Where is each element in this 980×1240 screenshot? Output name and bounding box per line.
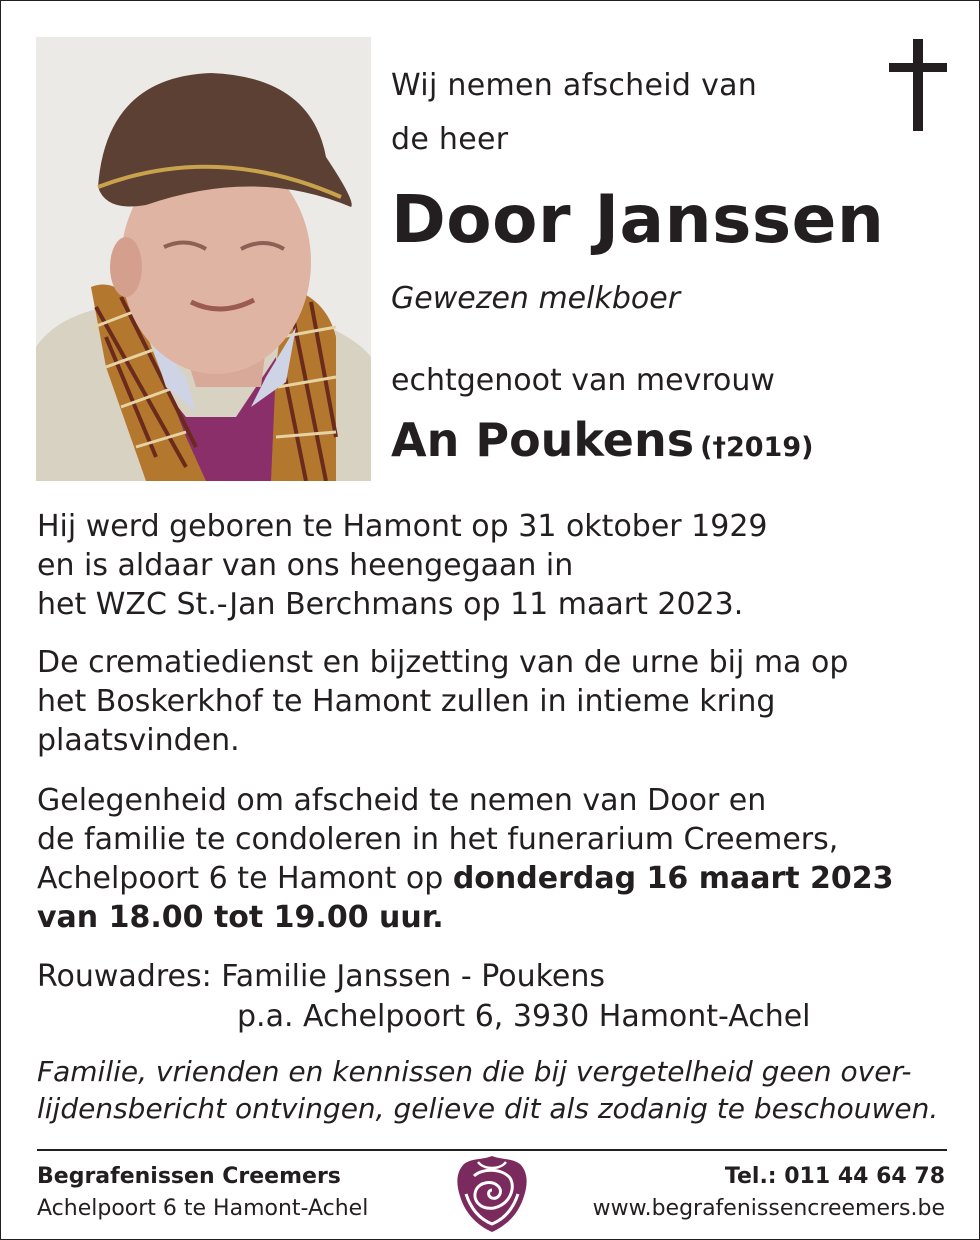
notice-text: [37, 1053, 949, 1127]
divider: [37, 1149, 947, 1151]
address-line: Rouwadres: Familie Janssen - Poukens: [37, 959, 606, 994]
paragraph-line: De crematiedienst en bijzetting van de urne bij ma op: [37, 645, 849, 680]
paragraph-line: het Boskerkhof te Hamont zullen in intieme kring: [37, 684, 776, 719]
spouse-intro: echtgenoot van mevrouw: [391, 363, 775, 398]
rose-logo-icon: [454, 1154, 530, 1234]
deceased-name: Door Janssen: [391, 181, 885, 258]
portrait-photo: [36, 37, 371, 481]
visitation-date: donderdag 16 maart 2023: [452, 861, 894, 896]
visitation-time: van 18.00 tot 19.00 uur.: [37, 900, 444, 935]
visitation-place: Achelpoort 6 te Hamont op: [37, 861, 453, 896]
paragraph-line: Gelegenheid om afscheid te nemen van Door en: [37, 783, 767, 818]
paragraph-line: de familie te condoleren in het funerarium Creemers,: [37, 822, 839, 857]
latin-cross-icon: [889, 39, 947, 131]
mourning-address: [37, 957, 811, 1037]
intro-line: Wij nemen afscheid van: [391, 68, 758, 103]
intro-line: de heer: [391, 122, 509, 157]
paragraph-line: het WZC St.-Jan Berchmans op 11 maart 2023.: [37, 587, 744, 622]
paragraph-line: plaatsvinden.: [37, 723, 240, 758]
spouse-name-line: [391, 413, 813, 467]
paragraph-line: Hij werd geboren te Hamont op 31 oktober 1929: [37, 509, 768, 544]
funeral-home-contact: [593, 1161, 945, 1225]
address-line: p.a. Achelpoort 6, 3930 Hamont-Achel: [237, 999, 811, 1034]
spouse-death-year: (†2019): [700, 432, 814, 463]
intro-text: [391, 59, 757, 167]
website-link[interactable]: www.begrafenissencreemers.be: [592, 1196, 945, 1221]
birth-death-paragraph: [37, 507, 947, 624]
notice-line: Familie, vrienden en kennissen die bij vergetelheid geen over-: [37, 1055, 912, 1088]
paragraph-line: [37, 859, 947, 898]
visitation-paragraph: [37, 781, 947, 937]
funeral-home-name: Begrafenissen Creemers: [37, 1164, 341, 1189]
profession: Gewezen melkboer: [391, 281, 681, 316]
ceremony-paragraph: [37, 643, 947, 760]
paragraph-line: en is aldaar van ons heengegaan in: [37, 548, 574, 583]
phone-number: Tel.: 011 44 64 78: [724, 1164, 945, 1189]
notice-line: lijdensbericht ontvingen, gelieve dit als zodanig te beschouwen.: [37, 1092, 939, 1125]
spouse-name: An Poukens: [391, 413, 695, 467]
funeral-home-address: Achelpoort 6 te Hamont-Achel: [37, 1196, 369, 1221]
funeral-home-info: [37, 1161, 368, 1225]
